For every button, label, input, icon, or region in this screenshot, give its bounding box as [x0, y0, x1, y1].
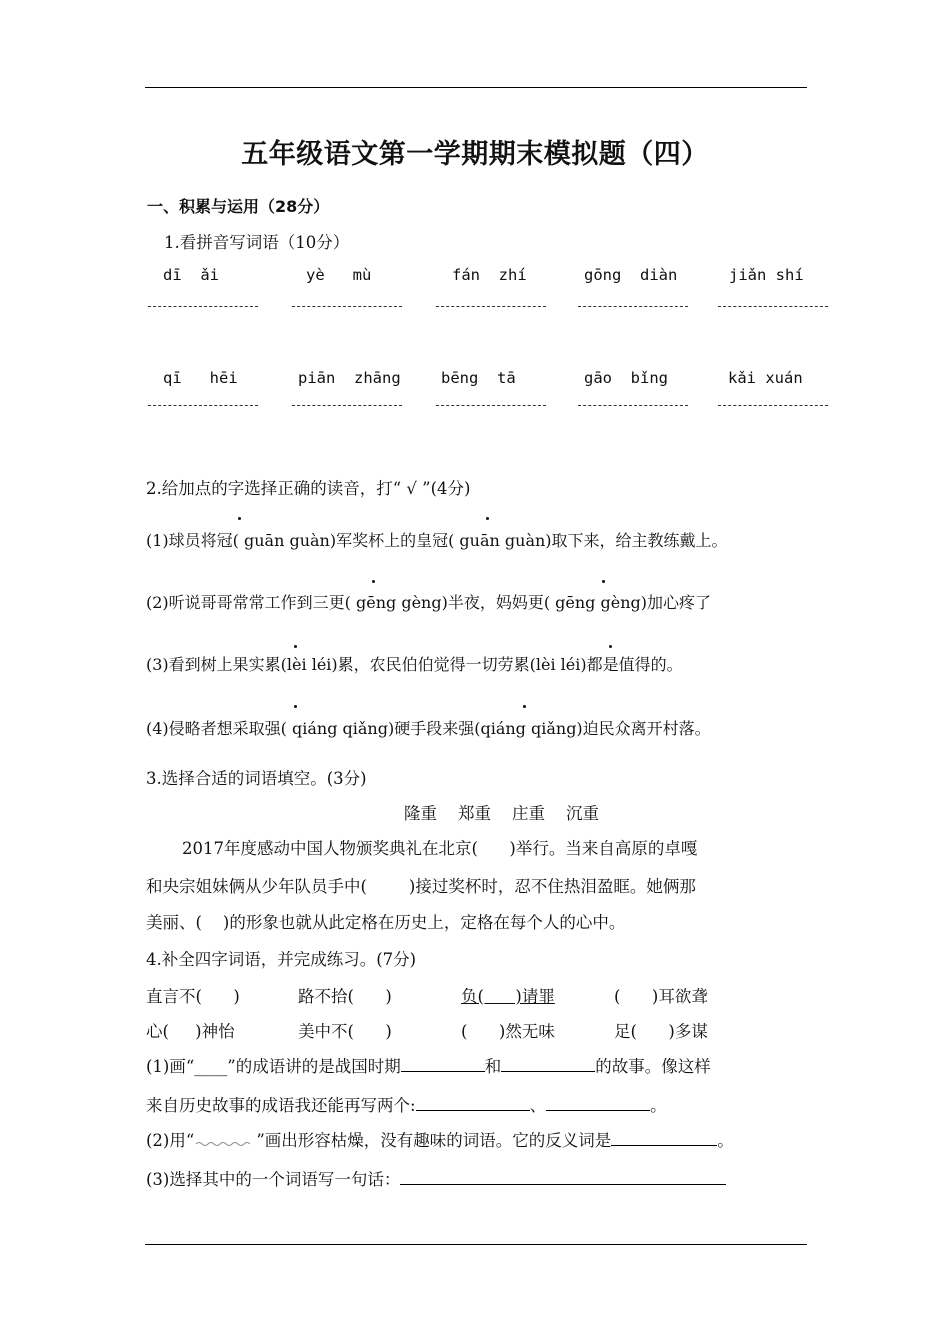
answer-line[interactable]	[611, 1131, 717, 1146]
q2-item: (4)侵略者想采取强( qiáng qiǎng)硬手段来强(qiáng qiǎng)迫民众离开村落。	[146, 719, 711, 738]
page-title: 五年级语文第一学期期末模拟题（四）	[241, 139, 709, 170]
pinyin: bēng tā	[441, 369, 516, 387]
sub-question-1	[146, 1053, 711, 1077]
q2-item: (3)看到树上果实累(lèi léi)累，农民伯伯觉得一切劳累(lèi léi)都是值得的。	[146, 655, 683, 674]
passage-line: 和央宗姐妹俩从少年队员手中( )接过奖杯时，忍不住热泪盈眶。她俩那	[146, 877, 696, 896]
answer-blank[interactable]	[436, 306, 546, 307]
q1-heading: 1.看拼音写词语（10分）	[164, 233, 350, 252]
wavy-line-sample	[194, 1132, 256, 1146]
sub1-text: 的故事。像这样	[595, 1057, 711, 1076]
emphasis-dot	[486, 517, 489, 520]
pinyin: kǎi xuán	[728, 369, 803, 387]
sentence-answer-line[interactable]	[400, 1170, 726, 1185]
sub1-text: (1)画“____”的成语讲的是战国时期	[146, 1057, 401, 1076]
word-options: 隆重 郑重 庄重 沉重	[404, 804, 599, 823]
pinyin: yè mù	[306, 266, 372, 284]
emphasis-dot	[602, 580, 605, 583]
sub1-text: 、	[529, 1096, 547, 1115]
answer-blank[interactable]	[578, 306, 688, 307]
pinyin: jiǎn shí	[729, 266, 804, 284]
q2-item: (2)听说哥哥常常工作到三更( gēng gèng)半夜，妈妈更( gēng gèng)加心疼了	[146, 593, 712, 612]
bottom-rule	[145, 1244, 807, 1245]
emphasis-dot	[523, 705, 526, 708]
pinyin: qī hēi	[163, 369, 238, 387]
passage-line: 美丽、( )的形象也就从此定格在历史上，定格在每个人的心中。	[146, 913, 626, 932]
sub2-text: 。	[717, 1131, 734, 1150]
sub-question-1-cont	[146, 1092, 667, 1116]
answer-blank[interactable]	[148, 306, 258, 307]
sub1-text: 来自历史故事的成语我还能再写两个:	[146, 1096, 416, 1115]
emphasis-dot	[238, 517, 241, 520]
answer-line[interactable]	[546, 1096, 650, 1111]
answer-blank[interactable]	[148, 405, 258, 406]
sub1-text: 和	[484, 1057, 502, 1076]
pinyin: gāo bǐng	[584, 369, 668, 387]
sub-question-2	[146, 1127, 734, 1151]
q4-heading: 4.补全四字词语，并完成练习。(7分)	[146, 950, 417, 969]
passage-line: 2017年度感动中国人物颁奖典礼在北京( )举行。当来自高原的卓嘎	[182, 839, 698, 858]
answer-line[interactable]	[401, 1057, 485, 1072]
sub1-text: 。	[650, 1096, 667, 1115]
pinyin: piān zhāng	[298, 369, 401, 387]
sub2-text: ”画出形容枯燥，没有趣味的词语。它的反义词是	[256, 1131, 612, 1150]
idiom-item: 美中不( )	[298, 1022, 392, 1041]
idiom-item: ( )耳欲聋	[614, 987, 708, 1006]
section-heading: 一、积累与运用（28分）	[147, 197, 330, 216]
pinyin: fán zhí	[452, 266, 527, 284]
answer-blank[interactable]	[718, 405, 828, 406]
sub3-text: (3)选择其中的一个词语写一句话：	[146, 1170, 401, 1189]
idiom-item: 心( )神怡	[146, 1022, 235, 1041]
q2-item: (1)球员将冠( guān guàn)军奖杯上的皇冠( guān guàn)取下来，给主教练戴上。	[146, 531, 728, 550]
answer-blank[interactable]	[436, 405, 546, 406]
answer-blank[interactable]	[718, 306, 828, 307]
emphasis-dot	[372, 580, 375, 583]
idiom-item-underlined: 负( )请罪	[461, 987, 555, 1006]
pinyin: dī ǎi	[163, 266, 219, 284]
emphasis-dot	[609, 645, 612, 648]
idiom-item: 直言不( )	[146, 987, 240, 1006]
answer-blank[interactable]	[292, 405, 402, 406]
idiom-item: 足( )多谋	[614, 1022, 708, 1041]
sub-question-3	[146, 1166, 726, 1190]
idiom-item: 路不拾( )	[298, 987, 392, 1006]
sub2-text: (2)用“	[146, 1131, 195, 1150]
pinyin: gōng diàn	[584, 266, 678, 284]
answer-line[interactable]	[501, 1057, 595, 1072]
idiom-item: ( )然无味	[461, 1022, 555, 1041]
top-rule	[145, 87, 807, 88]
emphasis-dot	[294, 645, 297, 648]
answer-blank[interactable]	[292, 306, 402, 307]
emphasis-dot	[294, 705, 297, 708]
q3-heading: 3.选择合适的词语填空。(3分)	[146, 769, 367, 788]
answer-blank[interactable]	[578, 405, 688, 406]
q2-heading: 2.给加点的字选择正确的读音，打“ √ ”(4分)	[146, 479, 471, 498]
answer-line[interactable]	[416, 1096, 530, 1111]
